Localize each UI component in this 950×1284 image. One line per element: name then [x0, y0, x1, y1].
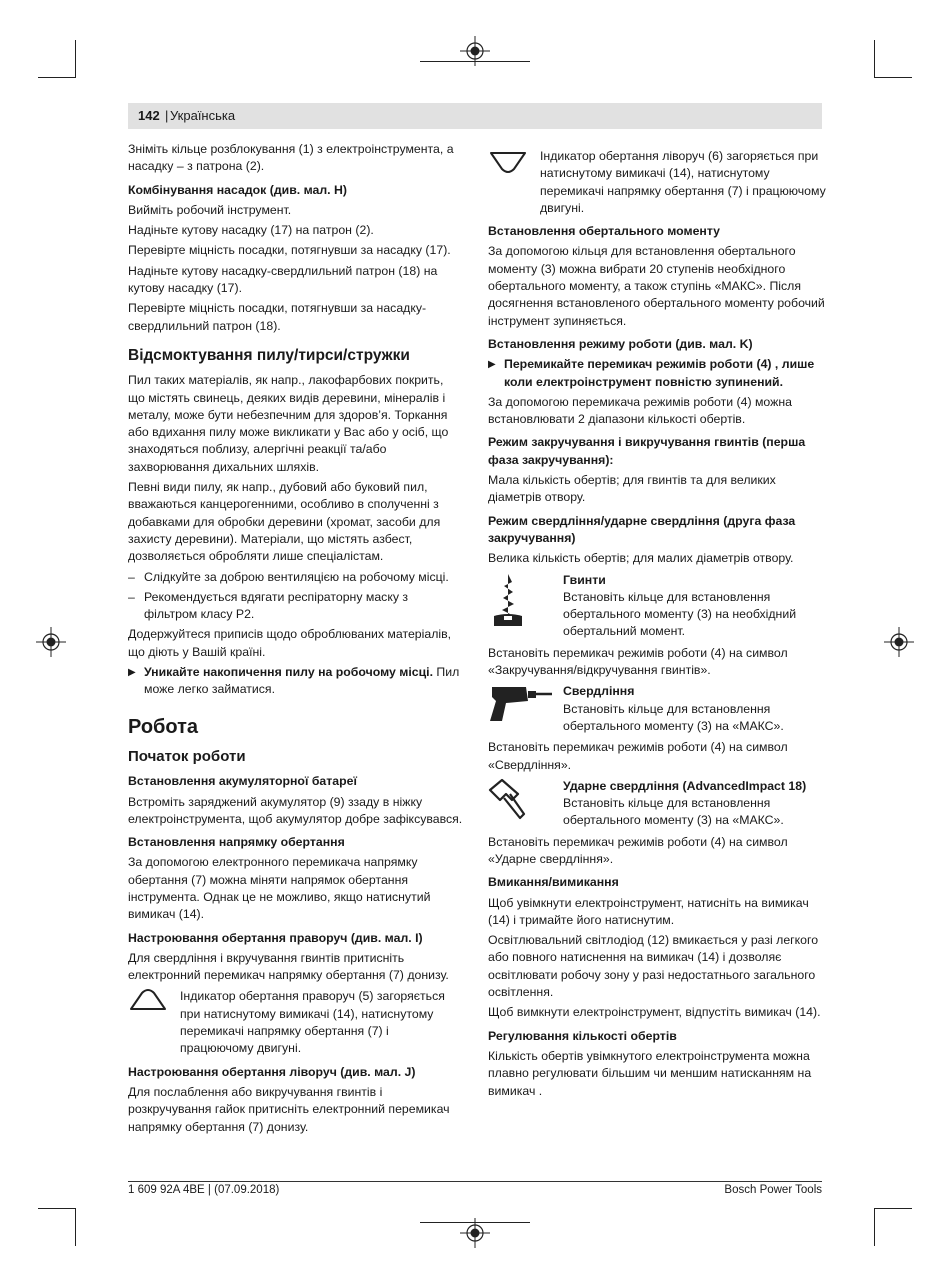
combo-line-4: Надіньте кутову насадку-свердлильний патрон (18) на кутову насадку (17).	[128, 263, 438, 296]
paragraph-speed: Кількість обертів увімкнутого електроінструмента можна плавно регулювати більшим чи меншим натисканням на вимикач .	[488, 1048, 812, 1098]
right-column	[488, 144, 826, 1103]
registration-mark-left-icon	[36, 627, 66, 657]
heading-right-rotation: Настроювання обертання праворуч (див. мал. I)	[128, 930, 423, 945]
heading-start: Початок роботи	[128, 747, 246, 765]
warning-dust	[128, 664, 463, 699]
impact-text: Встановіть кільце для встановлення обертального моменту (3) на «МАКС».	[563, 796, 784, 828]
registration-mark-top-icon	[460, 36, 490, 66]
left-rotation-indicator-text: Індикатор обертання ліворуч (6) загоряється при натиснутому вимикачі (14), натиснутому перемикачі напрямку обертання (7) і працюючому двигуні.	[540, 149, 826, 215]
list-item-respirator: – Рекомендується вдягати респіраторну маску з фільтром класу P2.	[128, 589, 463, 624]
drilling-text: Встановіть кільце для встановлення обертального моменту (3) на «МАКС».	[563, 701, 784, 733]
heading-speed: Регулювання кількості обертів	[488, 1028, 677, 1043]
combo-line-5: Перевірте міцність посадки, потягнувши за насадку-свердлильний патрон (18).	[128, 301, 427, 333]
right-rotation-indicator-text: Індикатор обертання праворуч (5) загоряється при натиснутому вимикачі (14), натиснутому перемикачі напрямку обертання (7) і працюючому двигуні.	[180, 989, 445, 1056]
heading-drill-mode: Режим свердління/ударне свердління (друга фаза закручування)	[488, 513, 796, 545]
language-label: Українська	[170, 108, 236, 123]
paragraph-battery: Встроміть заряджений акумулятор (9) ззаду в ніжку електроінструмента, щоб акумулятор добре зафіксувався.	[128, 794, 463, 826]
crop-mark-bl-h	[38, 1208, 76, 1209]
paragraph-screws-after: Встановіть перемикач режимів роботи (4) на символ «Закручування/відкручування гвинтів».	[488, 645, 788, 678]
registration-mark-bottom-icon	[460, 1218, 490, 1248]
drilling-title: Свердління	[563, 684, 635, 699]
heading-direction: Встановлення напрямку обертання	[128, 835, 345, 850]
screws-text: Встановіть кільце для встановлення обертального моменту (3) на необхідний обертальний момент.	[563, 589, 797, 639]
registration-mark-right-icon	[884, 627, 914, 657]
footer-brand: Bosch Power Tools	[724, 1184, 822, 1196]
paragraph-right-rotation: Для свердління і вкручування гвинтів притисніть електронний перемикач напрямку обертання (7) донизу.	[128, 950, 449, 983]
paragraph-drilling-after: Встановіть перемикач режимів роботи (4) на символ «Свердління».	[488, 740, 788, 772]
warning-dust-rest: Пил може легко займатися.	[144, 665, 460, 697]
right-rotation-indicator	[128, 988, 463, 1057]
heading-torque: Встановлення обертального моменту	[488, 224, 721, 239]
heading-dust-extraction: Відсмоктування пилу/тирси/стружки	[128, 346, 410, 364]
heading-attachments: Комбінування насадок (див. мал. H)	[128, 182, 347, 197]
combo-line-1: Вийміть робочий інструмент.	[128, 202, 292, 217]
header-separator: |	[165, 108, 169, 123]
hammer-icon	[488, 778, 528, 822]
paragraph-dust-2: Певні види пилу, як напр., дубовий або буковий пил, вважаються канцерогенними, особливо в сполученні з добавками для обробки деревини (хромат, засоби для захисту деревини). Матеріали, що містять азбест, дозволяється обробляти лише спеціалістам.	[128, 480, 441, 564]
paragraph-switch-on: Щоб увімкнути електроінструмент, натисніть на вимикач (14) і тримайте його натиснутим.	[488, 895, 809, 927]
list-item-ventilation: – Слідкуйте за доброю вентиляцією на робочому місці.	[128, 569, 463, 586]
paragraph-left-rotation: Для послаблення або викручування гвинтів і розкручування гайок притисніть електронний перемикач напрямку обертання (7) донизу.	[128, 1084, 450, 1134]
impact-title: Ударне свердління (AdvancedImpact 18)	[563, 778, 807, 793]
warning-dust-bold: Уникайте накопичення пилу на робочому місці.	[144, 665, 434, 680]
page-number: 142	[138, 108, 160, 123]
crop-mark-br-v	[874, 1208, 875, 1246]
paragraph-torque: За допомогою кільця для встановлення обертального моменту (3) можна вибрати 20 ступенів необхідного обертального моменту, а також ступінь «МАКС». Після досягнення встановленого обертального моменту робочий інструмент зупиняється.	[488, 244, 825, 328]
heading-on-off: Вмикання/вимикання	[488, 875, 619, 890]
crop-mark-tl-h	[38, 77, 76, 78]
screw-icon	[488, 572, 528, 628]
heading-operation: Робота	[128, 715, 199, 738]
heading-mode: Встановлення режиму роботи (див. мал. K)	[488, 336, 753, 351]
paragraph-mode: За допомогою перемикача режимів роботи (4) можна встановлювати 2 діапазони кількості обертів.	[488, 394, 792, 427]
mode-drilling	[488, 683, 826, 735]
mode-impact-drilling	[488, 778, 826, 830]
paragraph-remove-ring: Зніміть кільце розблокування (1) з електроінструмента, а насадку – з патрона (2).	[128, 142, 454, 174]
heading-left-rotation: Настроювання обертання ліворуч (див. мал. J)	[128, 1064, 416, 1079]
paragraph-impact-after: Встановіть перемикач режимів роботи (4) на символ «Ударне свердління».	[488, 834, 788, 866]
drill-icon	[488, 683, 554, 723]
paragraph-switch-off: Щоб вимкнути електроінструмент, відпустіть вимикач (14).	[488, 1005, 821, 1020]
crop-mark-br-h	[874, 1208, 912, 1209]
crop-mark-tr-h	[874, 77, 912, 78]
paragraph-dust-3: Додержуйтеся приписів щодо оброблюваних матеріалів, що діють у Вашій країні.	[128, 627, 452, 659]
page-header	[128, 103, 822, 129]
rotation-left-indicator-icon	[488, 148, 528, 174]
footer-doc-number: 1 609 92A 4BE | (07.09.2018)	[128, 1184, 280, 1196]
rotation-right-indicator-icon	[128, 988, 168, 1014]
crop-mark-tl-v	[75, 40, 76, 78]
mode-screws	[488, 572, 826, 641]
paragraph-led: Освітлювальний світлодіод (12) вмикається у разі легкого або повного натиснення на вимикач (14) і дозволяє освітлювати робочу зону у разі недостатнього загального освітлення.	[488, 933, 819, 1000]
footer-rule	[128, 1181, 822, 1182]
paragraph-dust-1: Пил таких матеріалів, як напр., лакофарбових покрить, що містять свинець, деяких видів деревини, мінералів і металу, може бути небезпечним для здоров’я. Торкання або вдихання пилу може викликати у Вас або у осіб, що знаходяться поблизу, алергічні реакції та/або захворювання дихальних шляхів.	[128, 373, 449, 474]
paragraph-direction: За допомогою електронного перемикача напрямку обертання (7) можна міняти напрямок обертання інструмента. Однак це не можливо, якщо натиснутий вимикач (14).	[128, 855, 431, 922]
paragraph-screw-mode: Мала кількість обертів; для гвинтів та для великих діаметрів отвору.	[488, 473, 776, 505]
heading-battery: Встановлення акумуляторної батареї	[128, 774, 357, 789]
heading-screw-mode: Режим закручування і викручування гвинтів (перша фаза закручування):	[488, 435, 806, 467]
crop-mark-bl-v	[75, 1208, 76, 1246]
combo-line-3: Перевірте міцність посадки, потягнувши за насадку (17).	[128, 243, 451, 258]
left-column	[128, 141, 463, 1139]
warning-mode-switch: ▶ Перемикайте перемикач режимів роботи (4) , лише коли електроінструмент повністю зупинений.	[488, 356, 826, 391]
crop-mark-tr-v	[874, 40, 875, 78]
left-rotation-indicator	[488, 148, 826, 217]
screws-title: Гвинти	[563, 572, 606, 587]
combo-line-2: Надіньте кутову насадку (17) на патрон (2).	[128, 223, 374, 238]
paragraph-drill-mode: Велика кількість обертів; для малих діаметрів отвору.	[488, 551, 794, 566]
